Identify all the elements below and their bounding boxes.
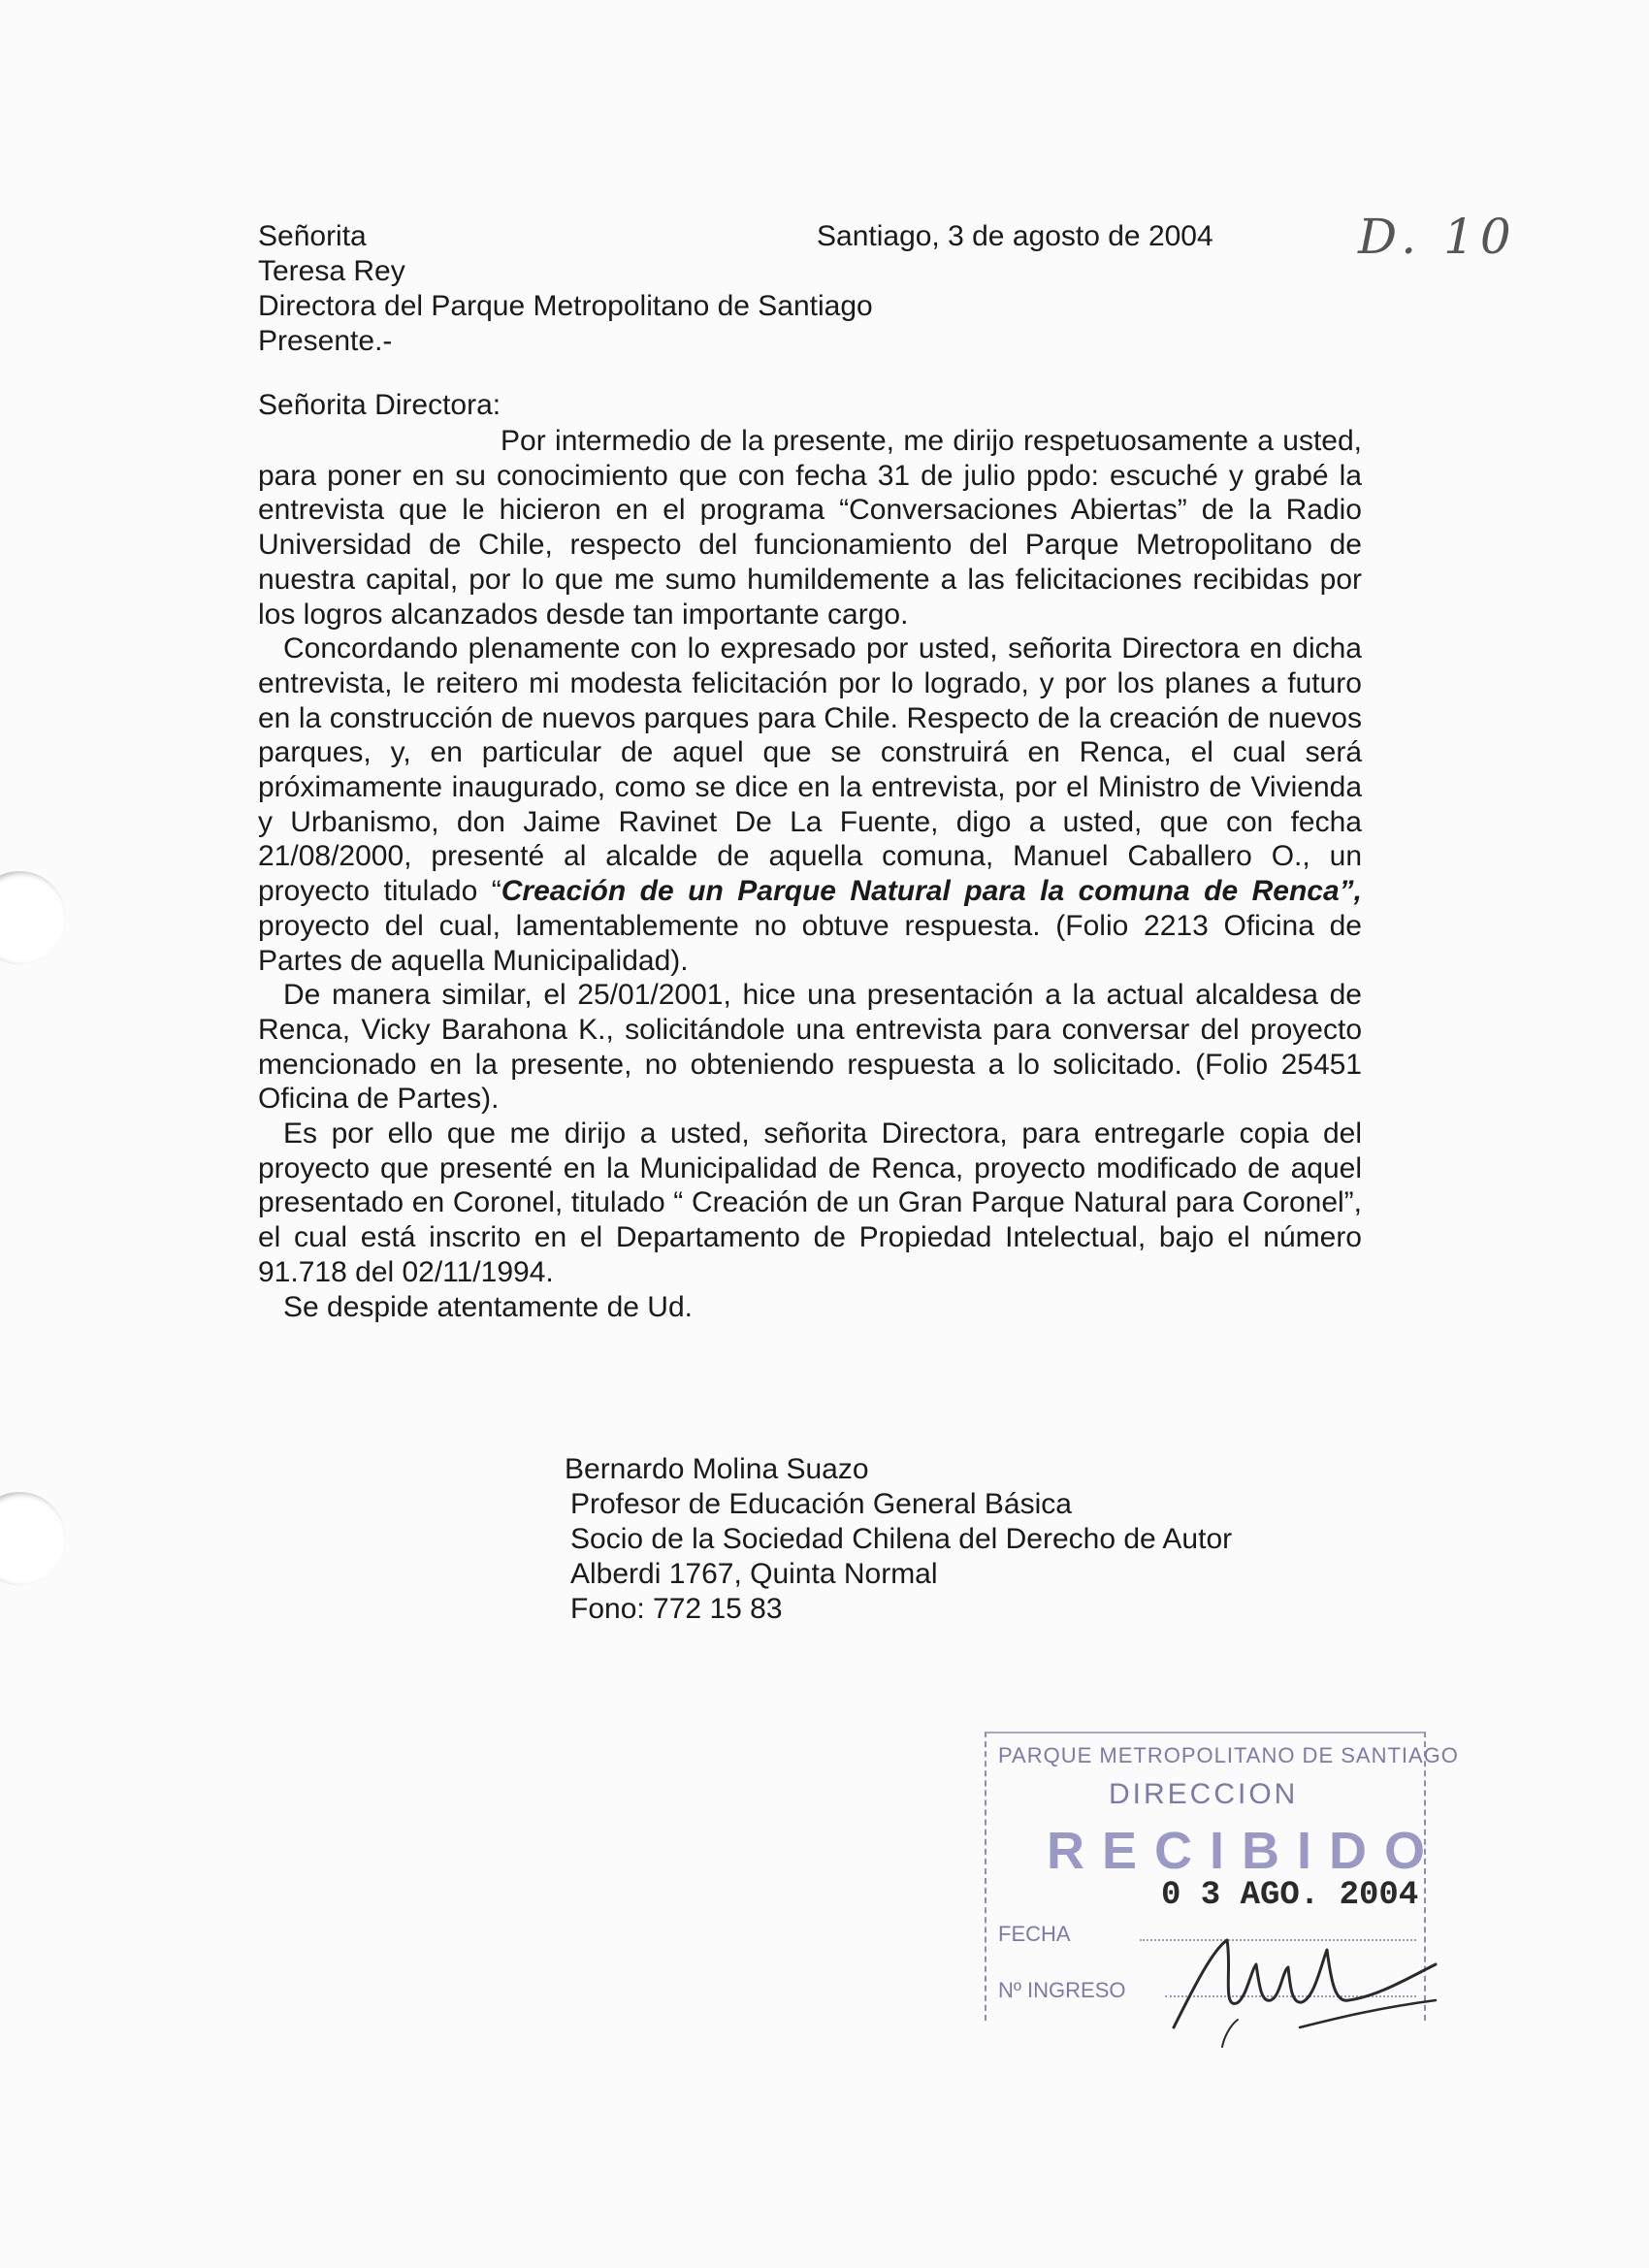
- recipient-presente: Presente.-: [258, 325, 393, 357]
- handwritten-note: D. 10: [1358, 209, 1517, 265]
- paragraph-3: De manera similar, el 25/01/2001, hice una presentación a la actual alcaldesa de Renca, Vicky Barahona K., solicitándole una entrevista para conversar del proyecto mencionado en la presente, no obteniendo respuesta a lo solicitado. (Folio 25451 Oficina de Partes).: [258, 979, 1362, 1116]
- salutation: Señorita Directora:: [258, 389, 501, 421]
- sender-address: Alberdi 1767, Quinta Normal: [570, 1558, 938, 1590]
- stamp-department: DIRECCION: [1109, 1778, 1299, 1810]
- sender-name: Bernardo Molina Suazo: [565, 1453, 869, 1485]
- punch-hole: [0, 871, 66, 964]
- sender-phone: Fono: 772 15 83: [570, 1593, 783, 1625]
- punch-hole: [0, 1492, 66, 1585]
- paragraph-1: Por intermedio de la presente, me dirijo respetuosamente a usted, para poner en su conocimiento que con fecha 31 de julio ppdo: escuché y grabé la entrevista que le hicieron en el programa “Conversaciones Abiertas” de la Radio Universidad de Chile, respecto del funcionamiento del Parque Metropolitano de nuestra capital, por lo que me sumo humildemente a las felicitaciones recibidas por los logros alcanzados desde tan importante cargo.: [258, 425, 1362, 631]
- stamp-received: RECIBIDO: [1047, 1822, 1443, 1880]
- project-title: Creación de un Parque Natural para la comuna de Renca”,: [501, 875, 1362, 908]
- sender-profession: Profesor de Educación General Básica: [570, 1488, 1072, 1520]
- letter-body: [258, 424, 1362, 1324]
- paragraph-2-text-end: proyecto del cual, lamentablemente no obtuve respuesta. (Folio 2213 Oficina de Partes de aquella Municipalidad).: [258, 909, 1362, 977]
- recipient-name: Teresa Rey: [258, 255, 405, 287]
- sender-membership: Socio de la Sociedad Chilena del Derecho de Autor: [570, 1523, 1233, 1555]
- stamp-institution: PARQUE METROPOLITANO DE SANTIAGO: [998, 1743, 1459, 1767]
- paragraph-2: [258, 632, 1362, 978]
- stamp-ingreso-label: Nº INGRESO: [998, 1978, 1126, 2002]
- paragraph-2-text: Concordando plenamente con lo expresado por usted, señorita Directora en dicha entrevista, le reitero mi modesta felicitación por lo logrado, y por los planes a futuro en la construcción de nuevos parques para Chile. Respecto de la creación de nuevos parques, y, en particular de aquel que se construirá en Renca, el cual será próximamente inaugurado, como se dice en la entrevista, por el Ministro de Vivienda y Urbanismo, don Jaime Ravinet De La Fuente, digo a usted, que con fecha 21/08/2000, presenté al alcalde de aquella comuna, Manuel Caballero O., un proyecto titulado “: [258, 632, 1362, 908]
- handwritten-signature-icon: [1154, 1911, 1445, 2057]
- recipient-position: Directora del Parque Metropolitano de Santiago: [258, 290, 873, 322]
- paragraph-4: Es por ello que me dirijo a usted, señorita Directora, para entregarle copia del proyecto que presenté en la Municipalidad de Renca, proyecto modificado de aquel presentado en Coronel, titulado “ Creación de un Gran Parque Natural para Coronel”, el cual está inscrito en el Departamento de Propiedad Intelectual, bajo el número 91.718 del 02/11/1994.: [258, 1118, 1362, 1288]
- stamp-fecha-label: FECHA: [998, 1922, 1071, 1946]
- stamp-date: 0 3 AGO. 2004: [1161, 1877, 1419, 1914]
- closing-line: Se despide atentamente de Ud.: [283, 1290, 693, 1323]
- sender-block: [565, 1452, 1232, 1627]
- recipient-title: Señorita: [258, 220, 367, 252]
- letter-date: Santiago, 3 de agosto de 2004: [817, 220, 1213, 252]
